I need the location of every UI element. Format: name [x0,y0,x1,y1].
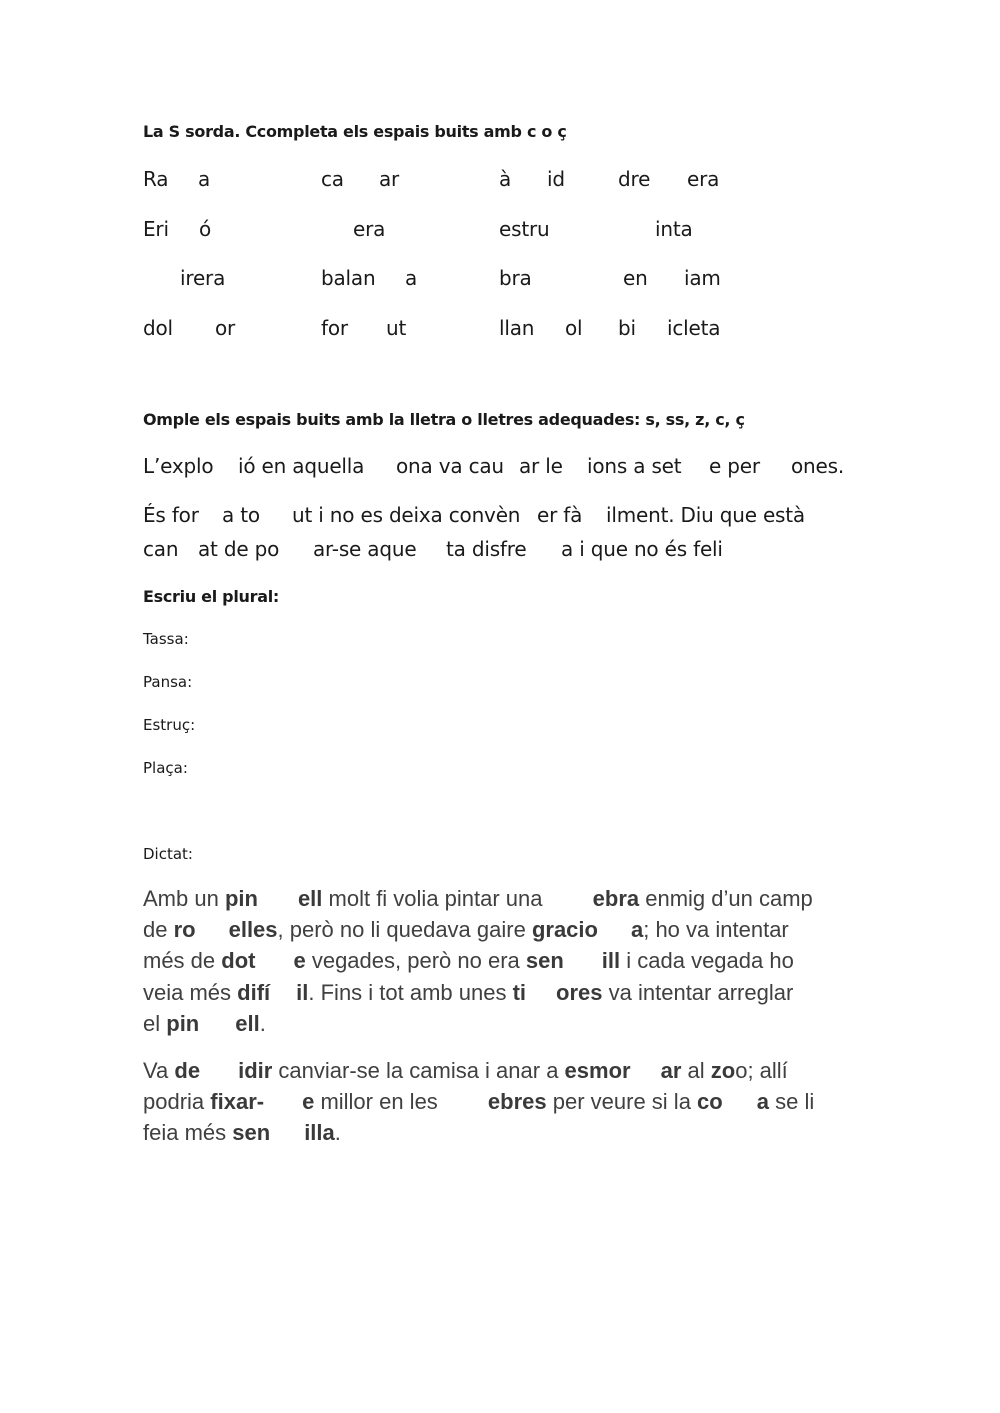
word: Eri [143,217,169,241]
dictation-paragraph-1 [143,883,863,1039]
text-fragment: ions a set [587,454,682,478]
dictation-line [143,1008,863,1039]
bold-word: ar [660,1058,682,1083]
bold-word: zo [710,1058,736,1083]
text-fragment: can [143,537,179,561]
bold-word: ell [297,886,323,911]
text: o; allí [735,1058,788,1083]
word: balan [321,266,376,290]
section1-row-3 [0,266,1000,294]
bold-word: a [630,917,644,943]
word: a [405,266,418,290]
word: or [215,316,236,340]
text-fragment: ta disfre [446,537,527,561]
bold-word: ell [235,1010,260,1036]
word: a [198,167,211,191]
section1-row-1 [0,167,1000,195]
word: era [687,167,720,191]
word: ut [386,316,407,340]
word: iam [684,266,721,290]
text: ; ho va intentar [643,917,789,943]
text: Amb un [143,886,225,911]
text-fragment: L’explo [143,454,214,478]
text-fragment: ilment. Diu que està [606,503,805,527]
bold-word: il [296,979,309,1005]
section1-row-2 [0,217,1000,245]
word: dre [618,167,651,191]
text-fragment: ar le [519,454,563,478]
word: ol [565,316,583,340]
text-fragment: ona va cau [396,454,504,478]
word: id [547,167,565,191]
text: feia més [143,1120,233,1146]
bold-word: esmor [564,1058,631,1083]
dictation-line [143,945,863,976]
section3-title: Escriu el plural: [143,587,279,606]
word: bi [618,316,636,340]
bold-word: gracio [531,917,598,943]
text-fragment: ar-se aque [313,537,417,561]
section2-title: Omple els espais buits amb la lletra o lletres adequades: s, ss, z, c, ç [143,410,745,429]
section2-line-2 [0,503,1000,531]
dictation-paragraph-2 [143,1055,863,1149]
text: se li [768,1089,815,1115]
word: en [623,266,648,290]
plural-item-estruc: Estruç: [143,716,196,734]
text: millor en les [314,1089,444,1115]
word: ó [199,217,212,241]
word: bra [499,266,532,290]
text: i cada vegada ho [620,948,794,974]
text: . [259,1010,266,1036]
text-fragment: er fà [537,503,583,527]
section1-row-4 [0,316,1000,344]
word: era [353,217,386,241]
text: , però no li quedava gaire [277,917,532,943]
text-fragment: at de po [198,537,280,561]
bold-word: ores [556,979,603,1005]
bold-word: illa [304,1120,335,1146]
bold-word: co [697,1089,723,1115]
text: vegades, però no era [305,948,526,974]
section4-title: Dictat: [143,845,193,863]
text: més de [143,948,222,974]
dictation-line [143,883,863,914]
text: enmig d’un camp [639,886,813,911]
plural-item-pansa: Pansa: [143,673,193,691]
bold-word: e [293,948,306,974]
text: molt fi volia pintar una [322,886,549,911]
dictation-line [143,977,863,1008]
text: al [681,1058,711,1083]
bold-word: pin [224,886,258,911]
bold-word: sen [525,948,564,974]
bold-word: ill [601,948,621,974]
text-fragment: ió en aquella [238,454,365,478]
bold-word: e [302,1089,315,1115]
text-fragment: ones. [791,454,844,478]
text-fragment: a i que no és feli [561,537,723,561]
bold-word: ti [512,979,527,1005]
text-fragment: ut i no es deixa convèn [292,503,521,527]
text: veia més [143,979,238,1005]
word: icleta [667,316,721,340]
word: llan [499,316,535,340]
bold-word: idir [238,1058,273,1083]
word: estru [499,217,550,241]
dictation-line [143,1055,863,1086]
text: va intentar arreglar [602,979,794,1005]
word: à [499,167,512,191]
bold-word: difí [237,979,271,1005]
word: Ra [143,167,169,191]
word: ar [379,167,400,191]
bold-word: a [756,1089,769,1115]
dictation-line [143,914,863,945]
text: . Fins i tot amb unes [308,979,513,1005]
bold-word: fixar- [210,1089,265,1115]
section2-line-3 [0,537,1000,565]
bold-word: ro [173,917,196,943]
text: el [143,1010,167,1036]
text: de [143,917,174,943]
word: inta [655,217,693,241]
text-fragment: a to [222,503,260,527]
text: . [334,1120,341,1146]
dictation-line [143,1117,863,1148]
section1-title: La S sorda. Ccompleta els espais buits amb c o ç [143,122,567,141]
word: irera [180,266,226,290]
word: dol [143,316,173,340]
bold-word: elles [228,917,278,943]
bold-word: pin [166,1010,200,1036]
bold-word: dot [221,948,256,974]
text: canviar-se la camisa i anar a [272,1058,565,1083]
text-fragment: e per [709,454,760,478]
bold-word: sen [232,1120,271,1146]
text-fragment: És for [143,503,199,527]
text: Va [143,1058,175,1083]
word: ca [321,167,344,191]
word: for [321,316,348,340]
bold-word: de [174,1058,201,1083]
section2-line-1 [0,454,1000,482]
plural-item-tassa: Tassa: [143,630,189,648]
bold-word: ebres [487,1089,547,1115]
plural-item-placa: Plaça: [143,759,188,777]
text: podria [143,1089,211,1115]
text: per veure si la [546,1089,698,1115]
dictation-line [143,1086,863,1117]
bold-word: ebra [592,886,640,911]
